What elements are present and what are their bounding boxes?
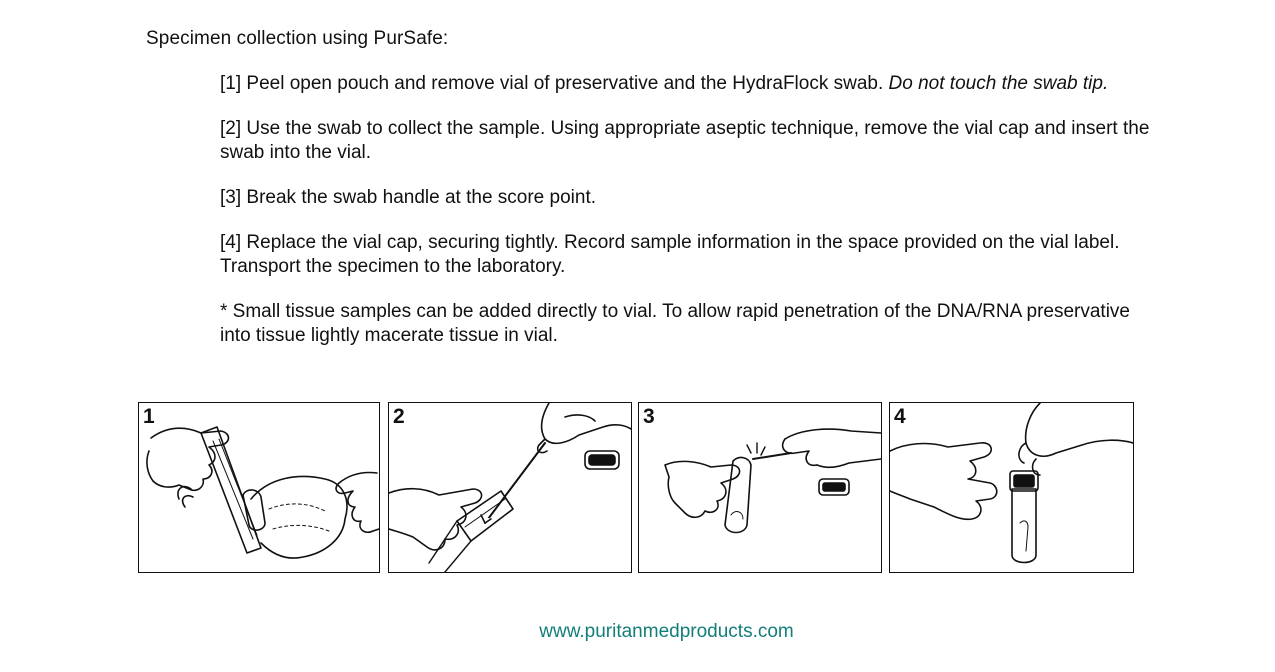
step-1-text: [1] Peel open pouch and remove vial of preservative and the HydraFlock swab.	[220, 73, 889, 94]
panel-2	[388, 402, 632, 573]
step-2: [2] Use the swab to collect the sample. Using appropriate aseptic technique, remove the vial cap and insert the swab into the vial.	[220, 118, 1150, 163]
swab-into-vial-illustration-icon	[389, 403, 631, 572]
step-1-note: Do not touch the swab tip.	[888, 73, 1109, 94]
panel-3	[638, 402, 882, 573]
page-title: Specimen collection using PurSafe:	[146, 28, 449, 49]
break-swab-handle-illustration-icon	[639, 403, 881, 572]
cap-vial-illustration-icon	[890, 403, 1133, 572]
step-1	[220, 72, 1150, 96]
step-3: [3] Break the swab handle at the score point.	[220, 187, 597, 208]
panel-4-number: 4	[894, 405, 906, 428]
illustration-panels	[138, 402, 1134, 573]
footer-website-link[interactable]: www.puritanmedproducts.com	[539, 621, 794, 642]
instruction-list	[220, 72, 1150, 369]
panel-2-number: 2	[393, 405, 405, 428]
step-4: [4] Replace the vial cap, securing tightly. Record sample information in the space provided on the vial label. Transport the specimen to the laboratory.	[220, 232, 1120, 277]
panel-3-number: 3	[643, 405, 655, 428]
peel-pouch-illustration-icon	[139, 403, 379, 572]
tissue-note: * Small tissue samples can be added directly to vial. To allow rapid penetration of the DNA/RNA preservative into tissue lightly macerate tissue in vial.	[220, 301, 1130, 346]
panel-1-number: 1	[143, 405, 155, 428]
panel-1	[138, 402, 380, 573]
panel-4	[889, 402, 1134, 573]
